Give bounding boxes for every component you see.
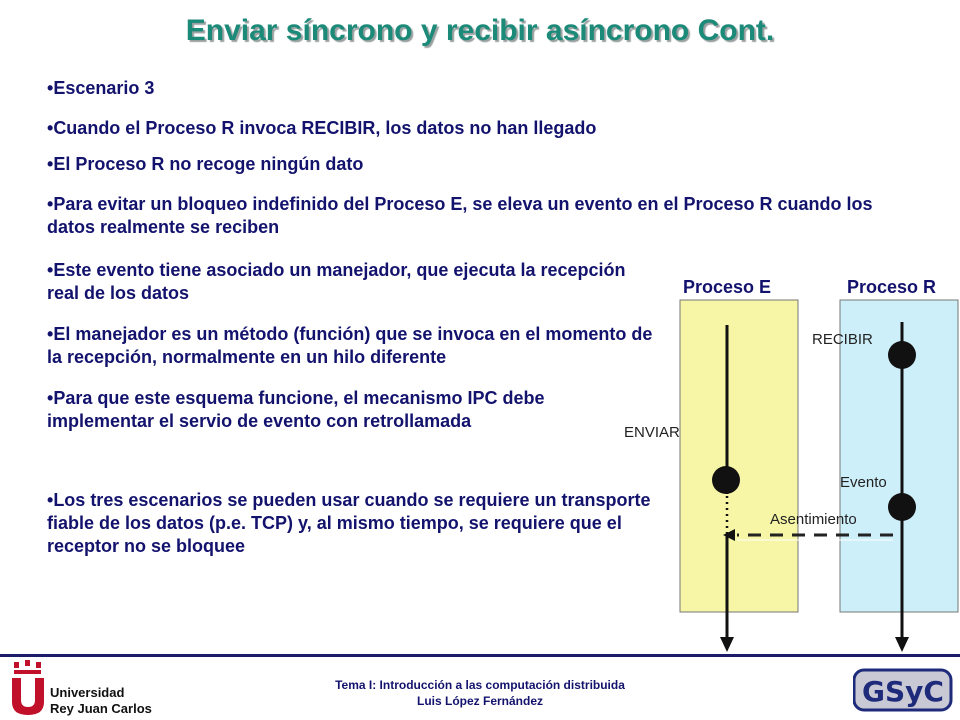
proceso-e-label: Proceso E <box>683 277 772 297</box>
bullet-no-recoge: • El Proceso R no recoge ningún dato <box>47 153 363 176</box>
slide-title: Enviar síncrono y recibir asíncrono Cont. <box>185 14 775 47</box>
gsyc-logo-icon <box>853 667 953 713</box>
enviar-dot <box>712 466 740 494</box>
footer-author: Luis López Fernández <box>416 694 543 708</box>
proceso-e-box <box>680 300 798 612</box>
bullet-bloqueo: • Para evitar un bloqueo indefinido del Proceso E, se eleva un evento en el Proceso R cuando los datos realmente se reciben <box>47 193 922 239</box>
evento-label: Evento <box>840 474 887 491</box>
recibir-label: RECIBIR <box>812 331 873 348</box>
enviar-label: ENVIAR <box>624 424 680 441</box>
proceso-r-label: Proceso R <box>847 277 937 297</box>
bullet-recibir: • Cuando el Proceso R invoca RECIBIR, los datos no han llegado <box>47 117 596 140</box>
bullet-manejador: • Este evento tiene asociado un manejador, que ejecuta la recepción real de los datos <box>47 259 647 305</box>
university-name-line1: Universidad <box>50 685 125 700</box>
asentimiento-label: Asentimiento <box>770 511 857 528</box>
footer-divider <box>0 654 960 657</box>
proceso-r-arrowhead <box>895 637 909 652</box>
proceso-e-arrowhead <box>720 637 734 652</box>
svg-text:GSyC: GSyC <box>862 675 944 708</box>
bullet-escenario: • Escenario 3 <box>47 77 154 100</box>
recibir-dot <box>888 341 916 369</box>
university-name-line2: Rey Juan Carlos <box>50 701 152 716</box>
bullet-escenarios: • Los tres escenarios se pueden usar cuando se requiere un transporte fiable de los datos (p.e. TCP) y, al mismo tiempo, se requiere que el receptor no se bloquee <box>47 489 662 558</box>
footer-course-title: Tema I: Introducción a las computación distribuida <box>335 678 625 692</box>
bullet-metodo: • El manejador es un método (función) que se invoca en el momento de la recepción, normalmente en un hilo diferente <box>47 323 662 369</box>
evento-dot <box>888 493 916 521</box>
bullet-esquema: • Para que este esquema funcione, el mecanismo IPC debe implementar el servio de evento con retrollamada <box>47 387 637 433</box>
